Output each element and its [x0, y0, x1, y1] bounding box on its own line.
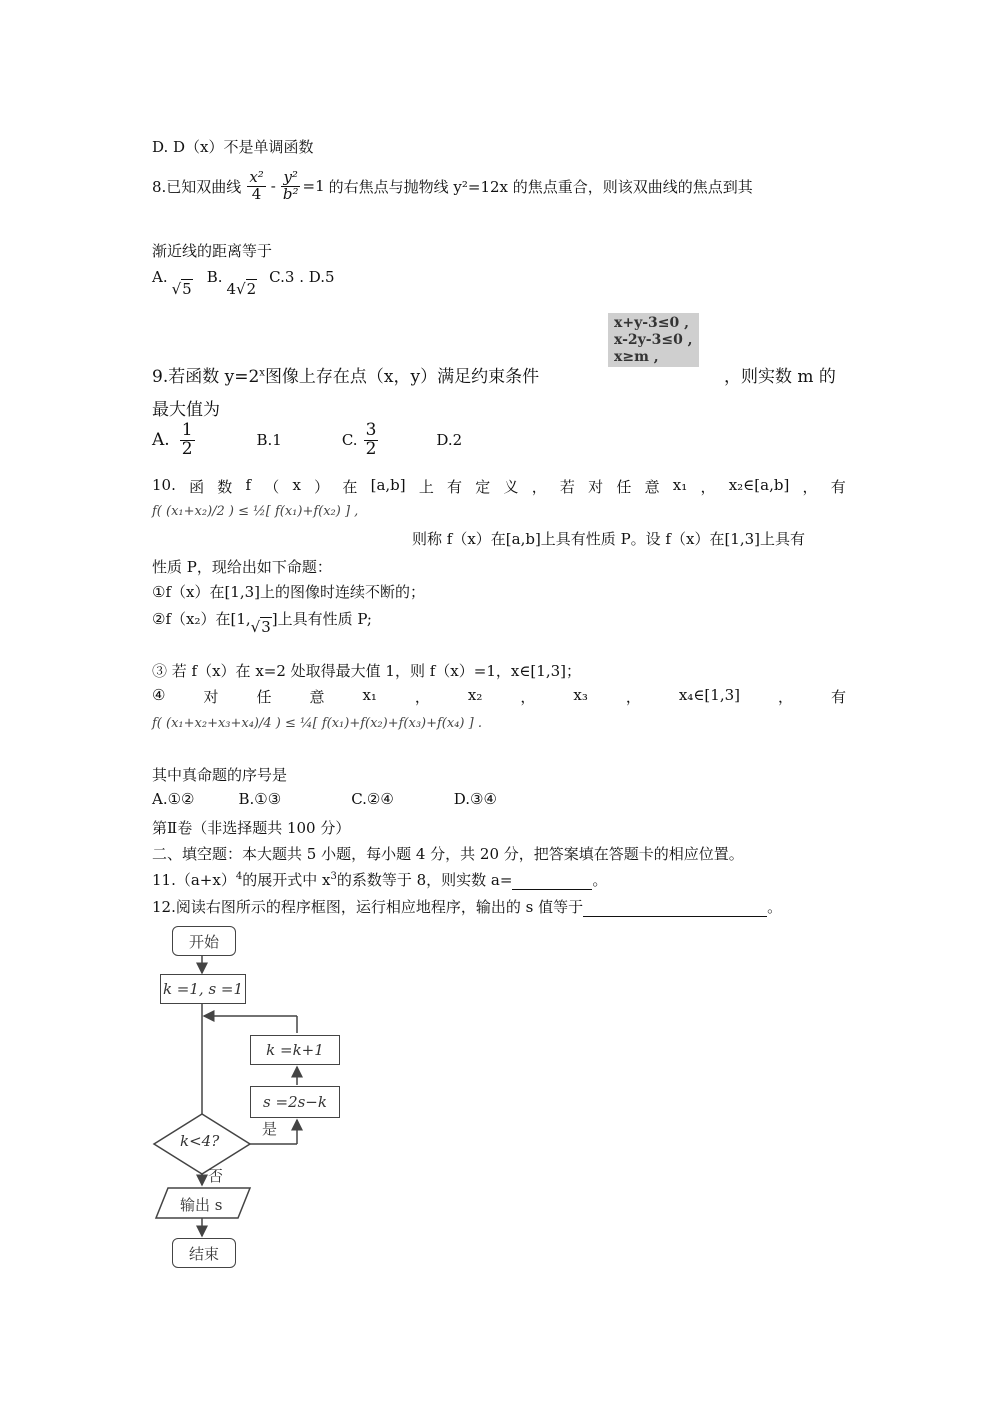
q10-line1-word: x — [292, 476, 301, 494]
q8-line1 — [152, 170, 753, 203]
q10-line1-word: [a,b] — [370, 476, 406, 494]
q10-line1-word: 任 — [616, 478, 632, 496]
q9-options — [152, 422, 462, 459]
q8-minus: - — [270, 177, 276, 196]
q10-opt-d: D.③④ — [453, 790, 497, 808]
flowchart-yes-label: 是 — [262, 1120, 278, 1138]
q10-opt-a: A.①② — [152, 790, 195, 808]
q10-prop-3: ③ 若 f（x）在 x=2 处取得最大值 1，则 f（x）=1，x∈[1,3]； — [152, 662, 581, 680]
flowchart-no-label: 否 — [208, 1167, 224, 1185]
q10-prop-4-word: ， — [625, 688, 641, 706]
q10-line1-word: 有 — [447, 478, 463, 496]
q8-eq: =1 — [302, 177, 325, 196]
q8-post: 的右焦点与抛物线 y²=12x 的焦点重合，则该双曲线的焦点到其 — [328, 177, 753, 196]
q10-line3: 性质 P，现给出如下命题： — [152, 558, 332, 576]
q7-option-d: D. D（x）不是单调函数 — [152, 138, 314, 156]
q8-line2: 渐近线的距离等于 — [152, 242, 273, 260]
q10-line1-word: 在 — [342, 478, 358, 496]
q8-opt-a-sqrt: √5 — [171, 280, 192, 298]
q8-opt-a-label: A. — [152, 268, 168, 286]
q10-line1-word: ， — [700, 478, 716, 496]
q8-frac-y: $\frac{\text{y²}}{\text{b²}}$ — [282, 168, 299, 203]
q10-line1-word: ， — [531, 478, 547, 496]
q10-line1-word: 对 — [588, 478, 604, 496]
flowchart — [150, 920, 410, 1280]
q8-opt-cd: C.3 . D.5 — [269, 268, 335, 286]
q10-prop-2: ②f（x₂）在[1, √3 ]上具有性质 P; — [152, 610, 372, 636]
q8-opt-b-label: B. — [206, 268, 223, 286]
q9-constraint-1: x+y-3≤0 , — [614, 315, 689, 331]
q9-opt-c-frac: $\frac{3}{2}$ — [365, 420, 377, 459]
q8-options — [152, 268, 335, 298]
q10-prop-4-word: x₄∈[1,3] — [678, 686, 740, 704]
q9-opt-a-frac: $\frac{1}{2}$ — [181, 420, 193, 459]
q10-prop-4-word: x₃ — [573, 686, 588, 704]
flowchart-init: k =1, s =1 — [160, 974, 246, 1004]
q10-prop-2-sqrt: √3 — [250, 618, 271, 636]
q10-line1-word: 定 — [475, 478, 491, 496]
q10-line1-word: x₂∈[a,b] — [728, 476, 790, 494]
q10-line1-word: f — [245, 476, 252, 494]
q12: 12.阅读右图所示的程序框图，运行相应地程序，输出的 s 值等于 。 — [152, 898, 783, 916]
q9-opt-b: B.1 — [256, 431, 282, 450]
q10-question: 其中真命题的序号是 — [152, 766, 288, 784]
q10-prop-4-word: 对 — [203, 688, 219, 706]
q10-prop-4-word: ， — [520, 688, 536, 706]
flowchart-end: 结束 — [172, 1238, 236, 1268]
flowchart-start: 开始 — [172, 926, 236, 956]
q9-constraint-2: x-2y-3≤0 , — [614, 331, 693, 348]
q10-line1-word: 有 — [830, 478, 846, 496]
q10-inequality-2-image: f( (x₁+x₂+x₃+x₄)/4 ) ≤ ¼[ f(x₁)+f(x₂)+f(x₃)+f(x₄) ] . — [152, 716, 482, 731]
q10-prop-4-word: 意 — [309, 688, 325, 706]
q10-line1-word: 10. — [152, 476, 176, 494]
q10-prop-1: ①f（x）在[1,3]上的图像时连续不断的； — [152, 583, 426, 601]
q10-line1-word: ， — [802, 478, 818, 496]
q12-answer-blank[interactable] — [583, 898, 767, 917]
q10-prop-4-word: ④ — [152, 686, 166, 704]
q9-constraint-3: x≥m , — [614, 348, 659, 365]
part2-title: 第Ⅱ卷（非选择题共 100 分） — [152, 819, 351, 837]
q10-line1-word: 义 — [503, 478, 519, 496]
q10-prop-4-word: x₂ — [467, 686, 483, 704]
flowchart-update-k: k =k+1 — [250, 1035, 340, 1065]
flowchart-update-s: s =2s−k — [250, 1086, 340, 1118]
q11: $11.(a+x)^4$的展开式中 $x^3$的系数等于 8，则实数 a= 。 — [152, 871, 608, 889]
q9-opt-c-label: C. — [341, 431, 358, 450]
q9-line2: 最大值为 — [152, 400, 220, 420]
q9-line1: 9.若函数 $y=2^x$图像上存在点（x，y）满足约束条件 — [152, 367, 540, 387]
q10-prop-4-word: ， — [414, 688, 430, 706]
q10-line1-word: 数 — [217, 478, 233, 496]
q10-opt-c: C.②④ — [351, 790, 394, 808]
q10-prop-4-line1 — [152, 686, 846, 707]
q9-constraints-image — [608, 313, 699, 367]
q10-inequality-image: f( (x₁+x₂)/2 ) ≤ ½[ f(x₁)+f(x₂) ] , — [152, 504, 359, 519]
q10-line1 — [152, 476, 846, 497]
q10-line1-word: x₁ — [672, 476, 688, 494]
flowchart-output: 输出 s — [180, 1196, 223, 1214]
flowchart-condition: k<4? — [180, 1132, 220, 1150]
q10-line1-word: 上 — [418, 478, 434, 496]
q10-line1-word: ） — [314, 478, 330, 496]
q10-prop-4-word: ， — [777, 688, 793, 706]
q8-frac-x: $\frac{\text{x²}}{4}$ — [249, 168, 264, 203]
q10-line2-tail: 则称 f（x）在[a,b]上具有性质 P。设 f（x）在[1,3]上具有 — [412, 530, 805, 548]
q11-answer-blank[interactable] — [512, 871, 592, 890]
part2-section: 二、填空题：本大题共 5 小题，每小题 4 分，共 20 分，把答案填在答题卡的相应位置。 — [152, 845, 744, 863]
q10-prop-4-word: 有 — [830, 688, 846, 706]
q10-prop-4-word: 任 — [256, 688, 272, 706]
q10-opt-b: B.①③ — [238, 790, 282, 808]
q10-line1-word: 若 — [559, 478, 575, 496]
q10-line1-word: 意 — [644, 478, 660, 496]
q10-prop-4-word: x₁ — [362, 686, 377, 704]
q10-line1-word: 函 — [189, 478, 205, 496]
q10-options — [152, 790, 497, 808]
q9-opt-d: D.2 — [436, 431, 463, 450]
q9-line1-tail: ，则实数 m 的 — [724, 367, 836, 387]
q8-opt-b-value: 4√2 — [226, 280, 257, 298]
q8-pre: 8.已知双曲线 — [152, 177, 242, 196]
q10-line1-word: （ — [264, 478, 280, 496]
q9-opt-a-label: A. — [152, 430, 170, 451]
